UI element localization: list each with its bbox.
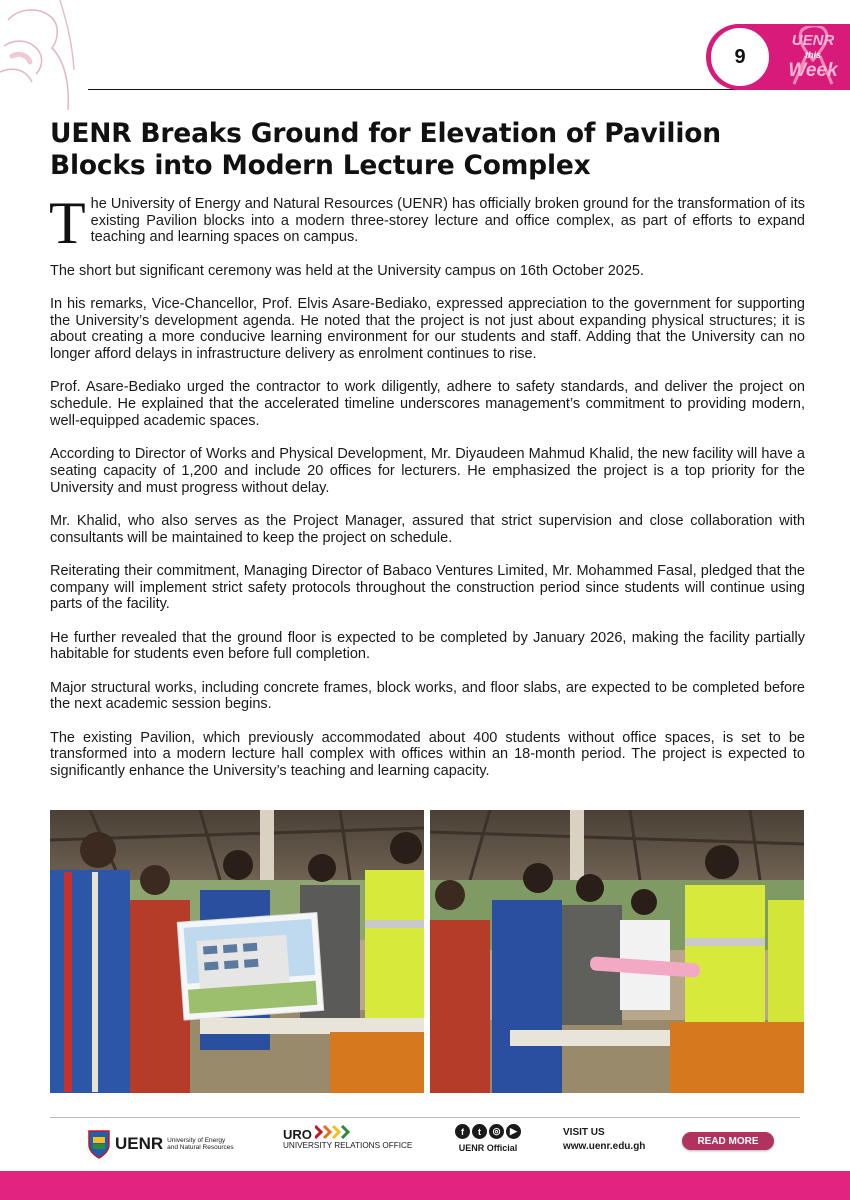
drop-cap: T — [49, 190, 86, 256]
uenr-logo-text: UENR — [114, 1134, 164, 1153]
header-divider — [88, 89, 805, 90]
uenr-this-week-badge — [780, 26, 846, 88]
facebook-icon[interactable]: f — [455, 1124, 470, 1139]
article-body — [49, 190, 805, 796]
paragraph-5: According to Director of Works and Physical Development, Mr. Diyaudeen Mahmud Khalid, the new facility will have a seating capacity of 1,200 and include 20 offices for lecturers. He emphasized the project is a top priority for the University and must progress without delay. — [50, 446, 805, 496]
paragraph-6: Mr. Khalid, who also serves as the Project Manager, assured that strict supervision and close collaboration with consultants will be maintained to keep the project on schedule. — [50, 512, 805, 546]
badge-line-3: Week — [788, 60, 838, 81]
paragraph-9: Major structural works, including concrete frames, block works, and floor slabs, are expected to be completed before the next academic session begins. — [50, 679, 805, 713]
social-handle: UENR Official — [458, 1143, 518, 1153]
badge-line-1: UENR — [791, 32, 835, 49]
uenr-logo-subtitle: University of Energy and Natural Resources — [167, 1137, 234, 1151]
visit-us — [563, 1126, 645, 1154]
decorative-figure-illustration — [0, 0, 80, 112]
paragraph-2: The short but significant ceremony was held at the University campus on 16th October 2025. — [50, 262, 645, 279]
twitter-icon[interactable]: t — [472, 1124, 487, 1139]
chevrons-icon — [315, 1125, 355, 1139]
uro-logo-text: URO — [283, 1127, 312, 1142]
read-more-button[interactable]: READ MORE — [682, 1132, 774, 1150]
youtube-icon[interactable]: ▶ — [506, 1124, 521, 1139]
uro-logo-subtitle: UNIVERSITY RELATIONS OFFICE — [283, 1141, 413, 1150]
social-links — [448, 1124, 528, 1158]
paragraph-10: The existing Pavilion, which previously accommodated about 400 students without office spaces, is set to be transformed into a modern lecture hall complex with offices within an 18-month period. The project is expected to significantly enhance the University’s teaching and learning capacity. — [50, 729, 805, 779]
uro-logo — [283, 1124, 413, 1154]
photo-officials-with-rendering — [50, 810, 424, 1093]
paragraph-4: Prof. Asare-Bediako urged the contractor to work diligently, adhere to safety standards, and deliver the project on schedule. He explained that the accelerated timeline underscores management’s commitment to providing modern, well-equipped academic spaces. — [50, 379, 805, 429]
paragraph-1: The University of Energy and Natural Resources (UENR) has officially broken ground for the transformation of its existing Pavilion blocks into a modern three-storey lecture and office complex, as part of efforts to expand teaching and learning spaces on campus. — [49, 190, 805, 256]
uenr-logo — [87, 1128, 237, 1160]
footer-divider — [50, 1117, 800, 1118]
visit-label: VISIT US — [563, 1127, 605, 1138]
article-title: UENR Breaks Ground for Elevation of Pavilion Blocks into Modern Lecture Complex — [50, 118, 721, 181]
paragraph-3: In his remarks, Vice-Chancellor, Prof. Elvis Asare-Bediako, expressed appreciation to the government for supporting the University’s development agenda. He noted that the project is not just about expanding physical structures; it is about creating a more conducive learning environment for our students and staff. Adding that the University can no longer afford delays in infrastructure delivery as enrolment continues to rise. — [50, 296, 805, 363]
paragraph-8: He further revealed that the ground floor is expected to be completed by January 2026, making the facility partially habitable for students even before full completion. — [50, 629, 805, 663]
footer-accent-band — [0, 1171, 850, 1200]
paragraph-7: Reiterating their commitment, Managing Director of Babaco Ventures Limited, Mr. Mohammed Fasal, pledged that the company will implement strict safety protocols throughout the construction period since students will continue using parts of the facility. — [50, 562, 805, 613]
photo-handshake-ceremony — [430, 810, 804, 1093]
page-number: 9 — [707, 24, 773, 90]
uenr-crest-icon — [87, 1129, 111, 1159]
website-link[interactable]: www.uenr.edu.gh — [563, 1141, 646, 1152]
badge-line-2: this — [804, 50, 821, 60]
instagram-icon[interactable]: ◎ — [489, 1124, 504, 1139]
